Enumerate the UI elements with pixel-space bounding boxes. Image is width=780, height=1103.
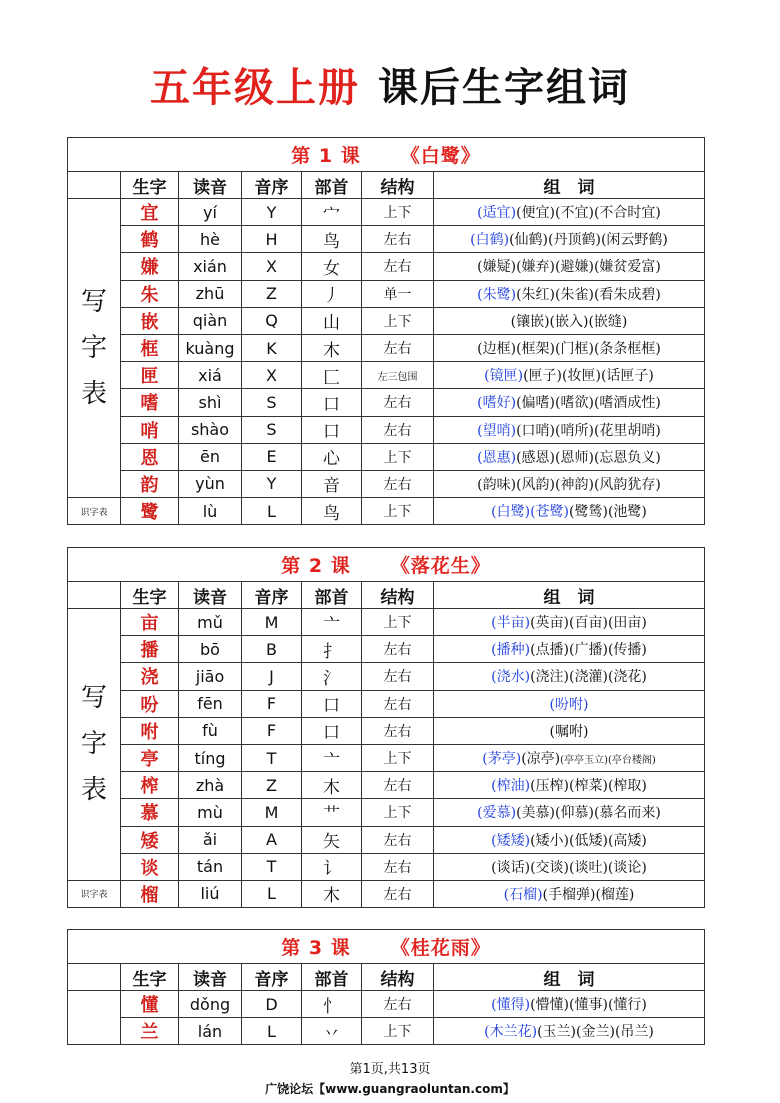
word-group: (亭亭玉立)(亭台楼阁): [560, 755, 656, 767]
column-header-words: 组 词: [434, 964, 705, 991]
lesson-number: 第 1 课: [291, 145, 361, 167]
radical-cell: 亠: [302, 744, 362, 771]
table-row: [68, 334, 705, 361]
structure-cell: 左三包围: [362, 362, 434, 389]
pinyin-cell: mù: [179, 799, 242, 826]
lesson-title: 《桂花雨》: [390, 937, 491, 959]
character-cell: 嫌: [121, 253, 179, 280]
structure-cell: 左右: [362, 334, 434, 361]
radical-cell: 口: [302, 389, 362, 416]
word-group: (凉亭): [521, 751, 561, 768]
word-group: (鹭鸶)(池鹭): [569, 504, 647, 521]
character-cell: 兰: [121, 1018, 179, 1045]
character-cell: 韵: [121, 470, 179, 497]
word-group: (镶嵌)(嵌入)(嵌缝): [510, 313, 628, 330]
column-header-char: 生字: [121, 582, 179, 609]
highlighted-word: (浇水): [491, 669, 531, 686]
column-header-radical: 部首: [302, 172, 362, 199]
page-title: [0, 58, 780, 118]
character-cell: 谈: [121, 853, 179, 880]
radical-cell: 鸟: [302, 226, 362, 253]
words-cell: [434, 362, 705, 389]
initial-cell: H: [242, 226, 302, 253]
pinyin-cell: yí: [179, 199, 242, 226]
page-number: 第1页,共13页: [349, 1062, 431, 1077]
words-cell: [434, 772, 705, 799]
radical-cell: 山: [302, 307, 362, 334]
initial-cell: S: [242, 416, 302, 443]
word-group: (手榴弹)(榴莲): [542, 886, 635, 903]
column-header-char: 生字: [121, 964, 179, 991]
column-header-initial: 音序: [242, 172, 302, 199]
words-cell: [434, 389, 705, 416]
words-cell: [434, 1018, 705, 1045]
highlighted-word: (爱慕): [477, 805, 517, 822]
words-cell: [434, 636, 705, 663]
words-cell: [434, 853, 705, 880]
highlighted-word: (朱鹭): [477, 286, 517, 303]
radical-cell: 艹: [302, 799, 362, 826]
words-cell: [434, 199, 705, 226]
character-cell: 宜: [121, 199, 179, 226]
column-header-pinyin: 读音: [179, 172, 242, 199]
radical-cell: 木: [302, 334, 362, 361]
lesson-title: 《落花生》: [390, 555, 491, 577]
character-cell: 榨: [121, 772, 179, 799]
initial-cell: M: [242, 799, 302, 826]
table-row: [68, 717, 705, 744]
lesson-heading: [68, 548, 705, 582]
highlighted-word: (嗜好): [477, 395, 517, 412]
word-group: (懵懂)(懂事)(懂行): [530, 997, 647, 1014]
table-row: [68, 389, 705, 416]
initial-cell: Z: [242, 280, 302, 307]
pinyin-cell: fēn: [179, 690, 242, 717]
highlighted-word: (榨油): [491, 778, 531, 795]
radical-cell: 氵: [302, 663, 362, 690]
column-header-structure: 结构: [362, 964, 434, 991]
initial-cell: S: [242, 389, 302, 416]
character-cell: 嗜: [121, 389, 179, 416]
initial-cell: B: [242, 636, 302, 663]
words-cell: [434, 690, 705, 717]
radical-cell: 口: [302, 717, 362, 744]
initial-cell: X: [242, 253, 302, 280]
character-cell: 亩: [121, 609, 179, 636]
pinyin-cell: zhū: [179, 280, 242, 307]
structure-cell: 左右: [362, 389, 434, 416]
pinyin-cell: bō: [179, 636, 242, 663]
header-blank-cell: [68, 172, 121, 199]
character-cell: 匣: [121, 362, 179, 389]
structure-cell: 左右: [362, 853, 434, 880]
radical-cell: 匚: [302, 362, 362, 389]
writing-chart-label: [68, 609, 121, 881]
words-cell: [434, 416, 705, 443]
structure-cell: 左右: [362, 717, 434, 744]
structure-cell: 左右: [362, 636, 434, 663]
word-group: (美慕)(仰慕)(慕名而来): [516, 805, 661, 822]
title-subject: 课后生字组词: [378, 65, 630, 111]
table-row: [68, 498, 705, 525]
writing-chart-char: 字: [80, 333, 107, 364]
pinyin-cell: mǔ: [179, 609, 242, 636]
table-row: [68, 826, 705, 853]
character-cell: 哨: [121, 416, 179, 443]
initial-cell: X: [242, 362, 302, 389]
highlighted-word: (播种): [491, 642, 531, 659]
highlighted-word: (镜匣): [484, 368, 524, 385]
highlighted-word: (懂得): [491, 997, 531, 1014]
pinyin-cell: lù: [179, 498, 242, 525]
words-cell: [434, 253, 705, 280]
title-grade: 五年级上册: [150, 65, 360, 111]
column-header-initial: 音序: [242, 964, 302, 991]
table-row: [68, 772, 705, 799]
radical-cell: 女: [302, 253, 362, 280]
pinyin-cell: yùn: [179, 470, 242, 497]
header-blank-cell: [68, 964, 121, 991]
structure-cell: 上下: [362, 609, 434, 636]
initial-cell: T: [242, 853, 302, 880]
structure-cell: 左右: [362, 663, 434, 690]
initial-cell: D: [242, 991, 302, 1018]
structure-cell: 上下: [362, 498, 434, 525]
writing-chart-char: 写: [80, 287, 107, 318]
structure-cell: 左右: [362, 690, 434, 717]
initial-cell: E: [242, 443, 302, 470]
lesson-heading: [68, 138, 705, 172]
highlighted-word: (茅亭): [482, 751, 522, 768]
radical-cell: 心: [302, 443, 362, 470]
pinyin-cell: ēn: [179, 443, 242, 470]
column-header-char: 生字: [121, 172, 179, 199]
words-cell: [434, 991, 705, 1018]
column-header-structure: 结构: [362, 172, 434, 199]
table-row: [68, 690, 705, 717]
structure-cell: 上下: [362, 744, 434, 771]
pinyin-cell: hè: [179, 226, 242, 253]
column-header-radical: 部首: [302, 964, 362, 991]
writing-chart-char: 字: [80, 729, 107, 760]
structure-cell: 上下: [362, 199, 434, 226]
highlighted-word: (望哨): [477, 422, 517, 439]
radical-cell: 口: [302, 690, 362, 717]
pinyin-cell: lán: [179, 1018, 242, 1045]
table-row: [68, 226, 705, 253]
highlighted-word: (矮矮): [491, 832, 531, 849]
initial-cell: Y: [242, 470, 302, 497]
recognition-chart-label: 识字表: [68, 498, 121, 525]
words-cell: [434, 443, 705, 470]
highlighted-word: (适宜): [477, 205, 517, 222]
words-cell: [434, 826, 705, 853]
initial-cell: K: [242, 334, 302, 361]
lesson-title: 《白鹭》: [400, 145, 481, 167]
structure-cell: 上下: [362, 443, 434, 470]
pinyin-cell: kuàng: [179, 334, 242, 361]
pinyin-cell: xiá: [179, 362, 242, 389]
table-row: [68, 1018, 705, 1045]
character-cell: 咐: [121, 717, 179, 744]
radical-cell: 扌: [302, 636, 362, 663]
word-group: (朱红)(朱雀)(看朱成碧): [516, 286, 661, 303]
pinyin-cell: liú: [179, 880, 242, 907]
words-cell: [434, 226, 705, 253]
writing-chart-char: 写: [80, 683, 107, 714]
radical-cell: 忄: [302, 991, 362, 1018]
lesson-number: 第 2 课: [281, 555, 351, 577]
table-row: [68, 362, 705, 389]
initial-cell: M: [242, 609, 302, 636]
side-blank-cell: [68, 991, 121, 1045]
pinyin-cell: ǎi: [179, 826, 242, 853]
column-header-pinyin: 读音: [179, 582, 242, 609]
word-group: (嫌疑)(嫌弃)(避嫌)(嫌贫爱富): [477, 259, 661, 276]
column-header-structure: 结构: [362, 582, 434, 609]
table-row: [68, 880, 705, 907]
structure-cell: 上下: [362, 307, 434, 334]
writing-chart-label: [68, 199, 121, 498]
character-cell: 鹤: [121, 226, 179, 253]
header-blank-cell: [68, 582, 121, 609]
lesson-table-1: [67, 137, 705, 525]
site-footer: 广饶论坛【www.guangraoluntan.com】: [265, 1082, 515, 1096]
character-cell: 恩: [121, 443, 179, 470]
word-group: (点播)(广播)(传播): [530, 642, 647, 659]
table-row: [68, 799, 705, 826]
word-group: (玉兰)(金兰)(吊兰): [537, 1024, 654, 1041]
character-cell: 框: [121, 334, 179, 361]
character-cell: 亭: [121, 744, 179, 771]
words-cell: [434, 470, 705, 497]
column-header-pinyin: 读音: [179, 964, 242, 991]
structure-cell: 左右: [362, 772, 434, 799]
word-group: (谈话)(交谈)(谈吐)(谈论): [491, 859, 647, 876]
word-group: (压榨)(榨菜)(榨取): [530, 778, 647, 795]
character-cell: 鹭: [121, 498, 179, 525]
highlighted-word: (白鹤): [470, 232, 510, 249]
words-cell: [434, 744, 705, 771]
pinyin-cell: tán: [179, 853, 242, 880]
radical-cell: 矢: [302, 826, 362, 853]
lesson-heading: [68, 930, 705, 964]
column-header-radical: 部首: [302, 582, 362, 609]
structure-cell: 单一: [362, 280, 434, 307]
initial-cell: L: [242, 1018, 302, 1045]
radical-cell: 亠: [302, 609, 362, 636]
words-cell: [434, 498, 705, 525]
table-row: [68, 636, 705, 663]
initial-cell: F: [242, 717, 302, 744]
words-cell: [434, 609, 705, 636]
radical-cell: 鸟: [302, 498, 362, 525]
table-row: [68, 991, 705, 1018]
radical-cell: 丿: [302, 280, 362, 307]
structure-cell: 左右: [362, 991, 434, 1018]
character-cell: 矮: [121, 826, 179, 853]
pinyin-cell: shào: [179, 416, 242, 443]
radical-cell: 木: [302, 880, 362, 907]
pinyin-cell: fù: [179, 717, 242, 744]
character-cell: 浇: [121, 663, 179, 690]
words-cell: [434, 307, 705, 334]
lesson-number: 第 3 课: [281, 937, 351, 959]
highlighted-word: (石榴): [503, 886, 543, 903]
structure-cell: 左右: [362, 416, 434, 443]
word-group: (匣子)(妆匣)(话匣子): [523, 368, 654, 385]
words-cell: [434, 280, 705, 307]
word-group: (口哨)(哨所)(花里胡哨): [516, 422, 661, 439]
word-group: (边框)(框架)(门框)(条条框框): [477, 341, 661, 358]
character-cell: 朱: [121, 280, 179, 307]
radical-cell: 音: [302, 470, 362, 497]
character-cell: 懂: [121, 991, 179, 1018]
table-row: [68, 663, 705, 690]
highlighted-word: (恩惠): [477, 449, 517, 466]
structure-cell: 左右: [362, 253, 434, 280]
words-cell: [434, 799, 705, 826]
column-header-initial: 音序: [242, 582, 302, 609]
words-cell: [434, 334, 705, 361]
table-row: [68, 253, 705, 280]
initial-cell: Y: [242, 199, 302, 226]
initial-cell: L: [242, 498, 302, 525]
structure-cell: 上下: [362, 1018, 434, 1045]
table-row: [68, 443, 705, 470]
structure-cell: 左右: [362, 226, 434, 253]
structure-cell: 左右: [362, 826, 434, 853]
highlighted-word: (半亩): [491, 615, 531, 632]
column-header-words: 组 词: [434, 172, 705, 199]
word-group: (英亩)(百亩)(田亩): [530, 615, 647, 632]
words-cell: [434, 880, 705, 907]
words-cell: [434, 717, 705, 744]
word-group: (便宜)(不宜)(不合时宜): [516, 205, 661, 222]
table-row: [68, 744, 705, 771]
lesson-table-2: [67, 547, 705, 908]
table-row: [68, 609, 705, 636]
initial-cell: L: [242, 880, 302, 907]
lesson-table-3: [67, 929, 705, 1045]
radical-cell: 口: [302, 416, 362, 443]
word-group: (韵味)(风韵)(神韵)(风韵犹存): [477, 476, 661, 493]
character-cell: 榴: [121, 880, 179, 907]
structure-cell: 上下: [362, 799, 434, 826]
radical-cell: 讠: [302, 853, 362, 880]
character-cell: 吩: [121, 690, 179, 717]
initial-cell: J: [242, 663, 302, 690]
structure-cell: 左右: [362, 880, 434, 907]
pinyin-cell: xián: [179, 253, 242, 280]
radical-cell: 木: [302, 772, 362, 799]
writing-chart-char: 表: [80, 379, 107, 410]
word-group: (浇注)(浇灌)(浇花): [530, 669, 647, 686]
column-header-words: 组 词: [434, 582, 705, 609]
word-group: (矮小)(低矮)(高矮): [530, 832, 647, 849]
word-group: (感恩)(恩师)(忘恩负义): [516, 449, 661, 466]
pinyin-cell: jiāo: [179, 663, 242, 690]
writing-chart-char: 表: [80, 775, 107, 806]
pinyin-cell: tíng: [179, 744, 242, 771]
table-row: [68, 307, 705, 334]
initial-cell: F: [242, 690, 302, 717]
structure-cell: 左右: [362, 470, 434, 497]
word-group: (仙鹤)(丹顶鹤)(闲云野鹤): [509, 232, 668, 249]
initial-cell: Q: [242, 307, 302, 334]
radical-cell: 宀: [302, 199, 362, 226]
words-cell: [434, 663, 705, 690]
word-group: (偏嗜)(嗜欲)(嗜酒成性): [516, 395, 661, 412]
radical-cell: 丷: [302, 1018, 362, 1045]
recognition-chart-label: 识字表: [68, 880, 121, 907]
pinyin-cell: zhà: [179, 772, 242, 799]
initial-cell: T: [242, 744, 302, 771]
highlighted-word: (木兰花): [484, 1024, 538, 1041]
word-group: (嘱咐): [549, 723, 589, 740]
table-row: [68, 280, 705, 307]
table-row: [68, 853, 705, 880]
table-row: [68, 416, 705, 443]
highlighted-word: (白鹭)(苍鹭): [491, 504, 570, 521]
table-row: [68, 199, 705, 226]
highlighted-word: (吩咐): [549, 696, 589, 713]
table-row: [68, 470, 705, 497]
pinyin-cell: dǒng: [179, 991, 242, 1018]
character-cell: 播: [121, 636, 179, 663]
initial-cell: A: [242, 826, 302, 853]
character-cell: 慕: [121, 799, 179, 826]
pinyin-cell: shì: [179, 389, 242, 416]
initial-cell: Z: [242, 772, 302, 799]
pinyin-cell: qiàn: [179, 307, 242, 334]
character-cell: 嵌: [121, 307, 179, 334]
